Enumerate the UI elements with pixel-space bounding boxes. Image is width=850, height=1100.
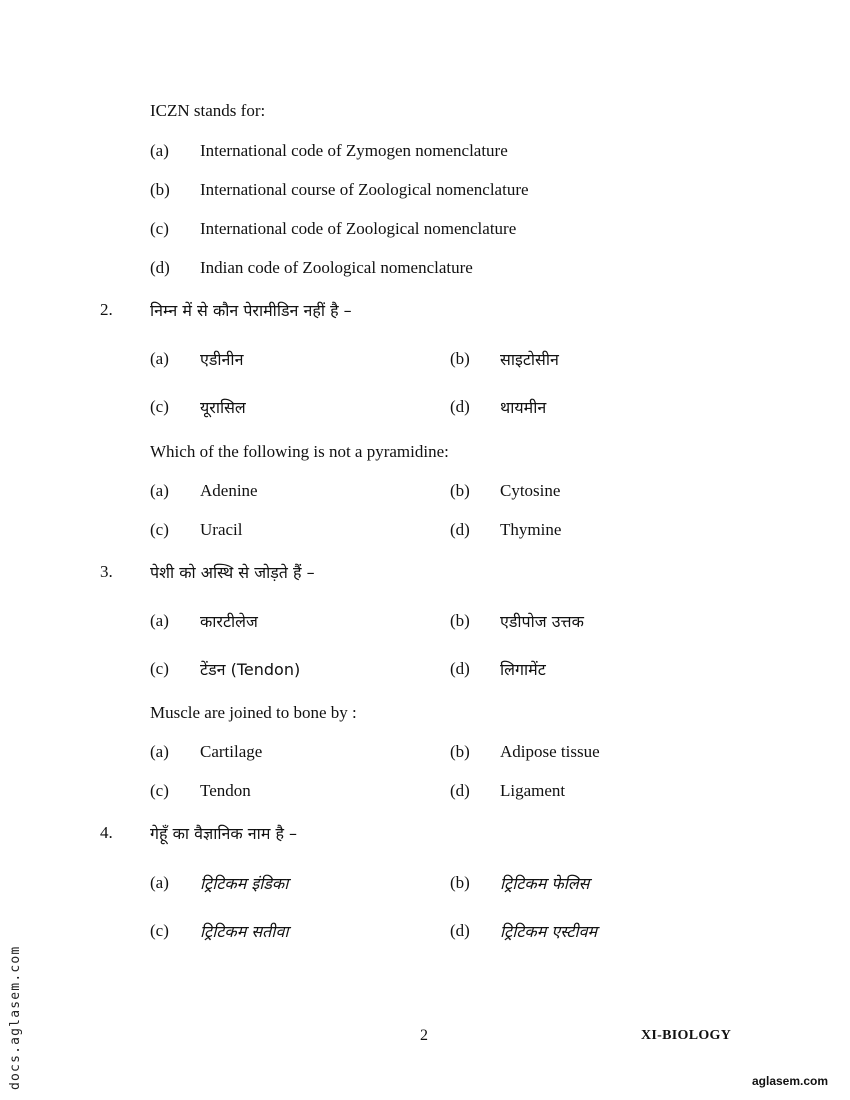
q2-en-option-d-text: Thymine <box>500 520 562 539</box>
q4-hi-option-b-label: (b) <box>450 873 470 892</box>
q1-question-en: ICZN stands for: <box>150 101 266 120</box>
q4-hi-option-d-label: (d) <box>450 921 470 940</box>
q3-question-hi: पेशी को अस्थि से जोड़ते हैं – <box>150 563 315 582</box>
q3-en-option-a-text: Cartilage <box>200 742 263 761</box>
q4-hi-option-a-label: (a) <box>150 873 169 892</box>
q3-en-option-b-label: (b) <box>450 742 470 761</box>
q2-number: 2. <box>100 300 113 319</box>
brand-label: aglasem.com <box>752 1074 829 1088</box>
q2-hi-option-c-text: यूरासिल <box>200 398 246 417</box>
q2-hi-option-d-text: थायमीन <box>500 398 547 417</box>
q3-hi-option-d-label: (d) <box>450 659 470 678</box>
q2-question-en: Which of the following is not a pyramidine: <box>150 442 449 461</box>
q2-hi-option-d-label: (d) <box>450 397 470 416</box>
q4-hi-option-c-label: (c) <box>150 921 169 940</box>
q1-option-a-text: International code of Zymogen nomenclature <box>200 141 508 160</box>
q2-hi-option-c-label: (c) <box>150 397 169 416</box>
q2-en-option-c-text: Uracil <box>200 520 243 539</box>
q2-hi-option-a-label: (a) <box>150 349 169 368</box>
watermark-text: docs.aglasem.com <box>8 945 23 1090</box>
q2-en-option-c-label: (c) <box>150 520 169 539</box>
q3-en-option-c-text: Tendon <box>200 781 251 800</box>
q2-hi-option-b-label: (b) <box>450 349 470 368</box>
q3-en-option-d-text: Ligament <box>500 781 566 800</box>
q2-hi-option-b-text: साइटोसीन <box>500 350 559 369</box>
q3-hi-option-d-text: लिगामेंट <box>500 660 546 679</box>
q2-question-hi: निम्न में से कौन पेरामीडिन नहीं है – <box>150 301 352 320</box>
q3-en-option-b-text: Adipose tissue <box>500 742 600 761</box>
q4-hi-option-b-text: ट्रिटिकम फेलिस <box>500 874 590 893</box>
q2-en-option-b-label: (b) <box>450 481 470 500</box>
q1-option-d-label: (d) <box>150 258 170 277</box>
q3-number: 3. <box>100 562 113 581</box>
q1-option-b-label: (b) <box>150 180 170 199</box>
q1-option-b-text: International course of Zoological nomenclature <box>200 180 529 199</box>
q4-hi-option-c-text: ट्रिटिकम सतीवा <box>200 922 289 941</box>
q3-en-option-d-label: (d) <box>450 781 470 800</box>
q4-hi-option-d-text: ट्रिटिकम एस्टीवम <box>500 922 598 941</box>
q3-en-option-c-label: (c) <box>150 781 169 800</box>
q3-hi-option-b-label: (b) <box>450 611 470 630</box>
q2-en-option-a-label: (a) <box>150 481 169 500</box>
q3-hi-option-c-label: (c) <box>150 659 169 678</box>
subject-footer: XI-BIOLOGY <box>641 1028 732 1043</box>
q3-question-en: Muscle are joined to bone by : <box>150 703 357 722</box>
q4-question-hi: गेहूँ का वैज्ञानिक नाम है – <box>150 824 298 843</box>
q3-hi-option-a-text: कारटीलेज <box>200 612 258 631</box>
q2-en-option-d-label: (d) <box>450 520 470 539</box>
q1-option-a-label: (a) <box>150 141 169 160</box>
q4-number: 4. <box>100 823 113 842</box>
page-number: 2 <box>420 1027 428 1044</box>
q3-hi-option-a-label: (a) <box>150 611 169 630</box>
q1-option-c-text: International code of Zoological nomenclature <box>200 219 517 238</box>
q1-option-d-text: Indian code of Zoological nomenclature <box>200 258 473 277</box>
q1-option-c-label: (c) <box>150 219 169 238</box>
q3-en-option-a-label: (a) <box>150 742 169 761</box>
q2-en-option-b-text: Cytosine <box>500 481 561 500</box>
q2-en-option-a-text: Adenine <box>200 481 258 500</box>
q3-hi-option-b-text: एडीपोज उत्तक <box>500 612 584 631</box>
q3-hi-option-c-text: टेंडन (Tendon) <box>200 660 301 679</box>
q4-hi-option-a-text: ट्रिटिकम इंडिका <box>200 874 289 893</box>
q2-hi-option-a-text: एडीनीन <box>200 350 244 369</box>
